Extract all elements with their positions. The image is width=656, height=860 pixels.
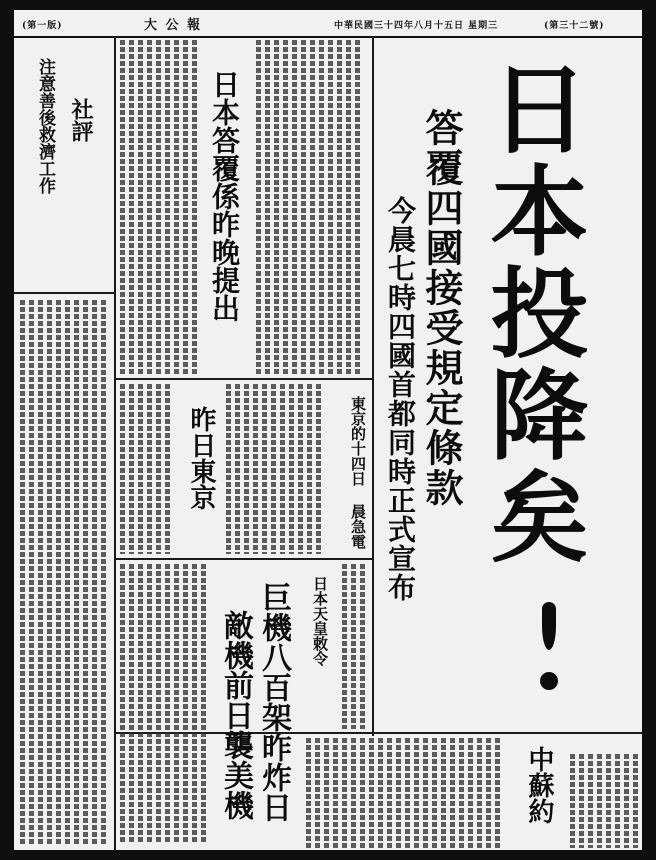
subhead-reply: 日本答覆係昨晚提出 bbox=[208, 70, 241, 322]
section-rule bbox=[14, 292, 114, 294]
article-body bbox=[118, 384, 182, 554]
article-body bbox=[118, 40, 208, 374]
subhead-imperial: 日本天皇敕令 bbox=[311, 576, 329, 666]
masthead bbox=[14, 10, 642, 38]
article-body bbox=[340, 564, 370, 729]
newspaper-page bbox=[14, 10, 642, 850]
column-rule bbox=[114, 36, 116, 850]
editorial-label: 社評 bbox=[68, 98, 94, 142]
article-body bbox=[568, 754, 640, 848]
article-body bbox=[254, 40, 370, 374]
main-headline: 日本投降矣 bbox=[474, 58, 588, 568]
article-body bbox=[304, 738, 504, 848]
subhead-answer: 答覆四國接受規定條款 bbox=[419, 108, 464, 508]
section-rule bbox=[114, 558, 372, 560]
article-body bbox=[16, 300, 112, 845]
subhead-bottom-right: 中蘇約 bbox=[524, 746, 554, 824]
edition-label: (第一版) bbox=[22, 21, 63, 31]
subhead-bombers: 巨機八百架昨炸日 bbox=[256, 582, 291, 822]
article-body bbox=[118, 564, 214, 844]
date-line: 中華民國三十四年八月十五日 星期三 bbox=[334, 21, 499, 31]
exclamation-dot bbox=[540, 672, 558, 690]
section-rule bbox=[114, 378, 372, 380]
subhead-tokyo: 昨日東京 bbox=[186, 406, 216, 510]
subhead-tokyo-box: 東京的十四日 晨急電 bbox=[349, 396, 367, 549]
subhead-announce: 今晨七時四國首都同時正式宣布 bbox=[384, 196, 417, 602]
subhead-enemy: 敵機前日襲美機 bbox=[218, 610, 253, 820]
newspaper-title: 大 公 報 bbox=[144, 18, 203, 33]
editorial-title: 注意善後救濟工作 bbox=[35, 58, 55, 194]
article-body bbox=[224, 384, 342, 554]
exclamation-mark bbox=[542, 602, 556, 650]
column-rule bbox=[372, 36, 374, 736]
issue-number: (第三十二號) bbox=[544, 21, 605, 31]
